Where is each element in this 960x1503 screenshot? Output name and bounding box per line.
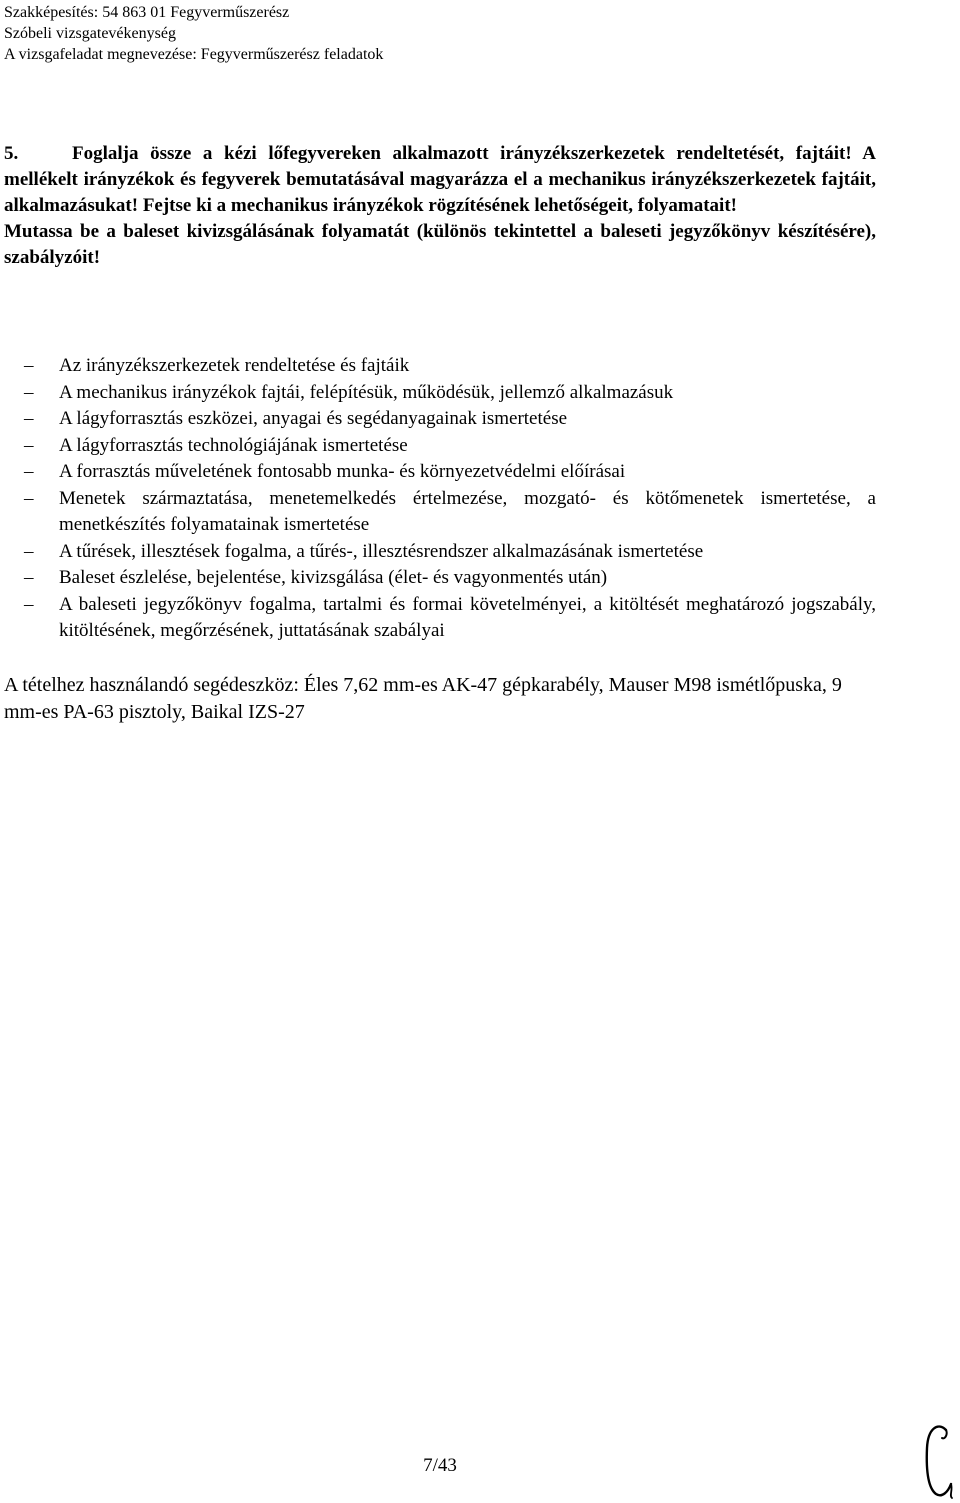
topic-item <box>4 486 876 539</box>
topic-text: A lágyforrasztás technológiájának ismertetése <box>59 434 408 456</box>
dash-bullet: – <box>24 434 34 456</box>
topic-text: A tűrések, illesztések fogalma, a tűrés-, illesztésrendszer alkalmazásának ismertetése <box>59 540 704 562</box>
page-number: 7/43 <box>423 1455 457 1476</box>
topic-item <box>4 433 876 460</box>
topic-text: Baleset észlelése, bejelentése, kivizsgálása (élet- és vagyonmentés után) <box>59 567 608 588</box>
topic-item <box>4 592 876 645</box>
topic-list <box>4 353 876 645</box>
topic-text: A baleseti jegyzőkönyv fogalma, tartalmi és formai követelményei, a kitöltését meghatározó jogszabály, kitöltésének, megőrzésének, juttatásának szabályai <box>59 593 876 641</box>
dash-bullet: – <box>24 487 34 509</box>
question-number: 5. <box>4 143 19 164</box>
dash-bullet: – <box>24 540 34 562</box>
topic-text: A mechanikus irányzékok fajtái, felépítésük, működésük, jellemző alkalmazásuk <box>59 381 674 403</box>
topic-item <box>4 539 876 566</box>
topic-item <box>4 380 876 407</box>
handwritten-signature <box>918 1418 958 1500</box>
topic-item <box>4 565 876 592</box>
topic-item <box>4 459 876 486</box>
document-header <box>4 2 383 65</box>
dash-bullet: – <box>24 461 34 482</box>
dash-bullet: – <box>24 381 34 403</box>
topic-text: A lágyforrasztás eszközei, anyagai és segédanyagainak ismertetése <box>59 408 568 429</box>
topic-text: Menetek származtatása, menetemelkedés értelmezése, mozgató- és kötőmenetek ismertetése, a menetkészítés folyamatainak ismertetése <box>59 487 876 535</box>
dash-bullet: – <box>24 593 34 615</box>
header-exam-activity: Szóbeli vizsgatevékenység <box>4 25 176 42</box>
header-task-name: A vizsgafeladat megnevezése: Fegyverműszerész feladatok <box>4 46 384 63</box>
topic-text: A forrasztás műveletének fontosabb munka- és környezetvédelmi előírásai <box>59 461 626 482</box>
question-paragraph-2: Mutassa be a baleset kivizsgálásának folyamatát (különös tekintettel a baleseti jegyzőkönyv készítésére), szabályzóit! <box>4 221 876 268</box>
topic-item <box>4 353 876 380</box>
question-paragraph-1 <box>4 141 876 219</box>
topic-item <box>4 406 876 433</box>
header-qualification: Szakképesítés: 54 863 01 Fegyverműszerész <box>4 4 290 21</box>
question-text-1: Foglalja össze a kézi lőfegyvereken alkalmazott irányzékszerkezetek rendeltetését, fajtáit! A mellékelt irányzékok és fegyverek bemutatásával magyarázza el a mechanikus irányzékszerkezetek fajtáit, alkalmazásukat! Fejtse ki a mechanikus irányzékok rögzítésének lehetőségeit, folyamatait! <box>4 143 876 216</box>
dash-bullet: – <box>24 567 34 588</box>
dash-bullet: – <box>24 355 34 376</box>
required-tools: A tételhez használandó segédeszköz: Éles 7,62 mm-es AK-47 gépkarabély, Mauser M98 ismétlőpuska, 9 mm-es PA-63 pisztoly, Baikal IZS-27 <box>4 674 842 723</box>
dash-bullet: – <box>24 408 34 429</box>
topic-text: Az irányzékszerkezetek rendeltetése és fajtáik <box>59 355 410 376</box>
exam-question <box>4 141 876 271</box>
